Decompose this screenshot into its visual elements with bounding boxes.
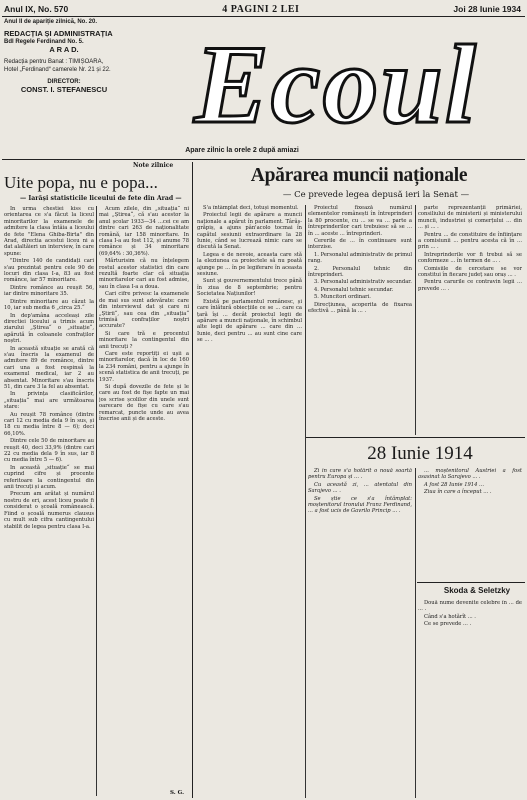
paragraph: A fost 28 Iunie 1914 ... (424, 481, 484, 488)
paragraph: "Dintre 140 de candidați cari s'au prezintat pentru cele 90 de locuri din clasa I-a, 83 au fost românce, iar 57 minoritare. (4, 258, 94, 284)
paragraph: 2. Personalul tehnic din întreprinderi. (308, 265, 412, 279)
paragraph: parte reprezentanții primăriei, consiliului de ministerii și ministerului muncii, industriei și comerțului ... din ... și ... . (418, 205, 522, 231)
paragraph: Cari cifre privesc la examenele de mai sus sunt adevărate: care din interviewul dat și care ni „Știrii“, sau cea din „situația“ trimisă confraților noștri accurate? (99, 291, 189, 330)
paragraph: Si care tră e procentul minoritare la contingentul din anii trecuți ? (99, 330, 189, 350)
director-name: CONST. I. STEFANESCU (20, 85, 108, 94)
address: Bdl Regele Ferdinand No. 5. (4, 39, 84, 45)
paragraph: Sunt și gouvernementului trece până în ziua de 8 septembrie; pentru Societatea Națiunilor! (197, 278, 302, 298)
logo-text: Ecoul (194, 26, 478, 136)
column-divider (305, 205, 306, 798)
header-info (4, 18, 124, 94)
skoda-col (418, 600, 522, 798)
paragraph: 1. Personalul administrativ de primul rang. (308, 251, 412, 265)
paragraph: ... moștenitorul Austriei a fost asasinat la Sarajevo ... . (418, 468, 522, 481)
masthead-rule (2, 159, 525, 160)
director-title: DIRECTOR: (47, 79, 81, 85)
column-divider (415, 205, 416, 435)
paragraph: Comisiile de cercetare se vor constitui în fiecare județ sau oraș ... . (418, 265, 522, 279)
paragraph: Si după dovezile de fete și le care au fost de fișe fapte un mai jos scrise școlilor din unele sunt oarecare de fișe cu care s'au remarcat, puncte unde au avea înscrise anii și de aceste. (99, 383, 189, 422)
paragraph: Direcțiunea, acoperita de fixarea efectivă ... până la ... . (308, 301, 412, 315)
paragraph: Au reușit 78 românce (dintre cari 12 cu media dela 9 în sus, și 18 cu media între 8 — 6); deci 66,10%. (4, 411, 94, 437)
paragraph: Cererile de ... în continuare sunt interzise. (308, 238, 412, 251)
paragraph: 3. Personalul administrativ secundar. (314, 279, 412, 286)
top-bar (4, 3, 521, 15)
issue-number: Anul IX, No. 570 (4, 4, 69, 14)
date-headline: 28 Iunie 1914 (367, 443, 473, 464)
paragraph: In această „situație“ se mai cuprind cifre și procente referitoare la contingentul din anii trecuți și acum. (4, 464, 94, 491)
date-col-2 (418, 468, 522, 578)
paragraph: Dintre cele 50 de minoritare au reușit 40, deci 33,9% (dintre cari 22 cu media dela 9 în sus, iar 8 cu media între 5 — 6). (4, 438, 94, 464)
redaction-label: REDACȚIA ȘI ADMINISTRAȚIA (4, 29, 113, 38)
paragraph: Ce se prevede ... . (424, 621, 472, 628)
pages-price: 4 PAGINI 2 LEI (222, 3, 300, 15)
column-divider (96, 206, 97, 796)
note-kicker: Note zilnice (133, 162, 174, 169)
paragraph: Legea e de nevoie, aceasta care stă la eleziunea ca proiectele să nu poată ajunge pe ... în pe legiferare în aceasta sesiune. (197, 251, 302, 278)
paragraph: Pentru ... de constituire de înființare a comisiunii ... pentru acesta că în ... prin ... . (418, 231, 522, 251)
paragraph: Dintre minoritare au căzut la 10, iar sub media 6 „circa 25.“ (4, 298, 94, 312)
newspaper-logo (150, 26, 522, 136)
left-subtitle: — Iarăși statisticile liceului de fete din Arad — (20, 195, 182, 202)
paragraph: In urma chestiei kiss cu orientarea ce s'a făcut la liceul minoritarilor la examenele de admitere la clasa întâia a liceului de fete "Elena Ghiba-Birta" din Arad, directia acestui liceu ni a dat alaltăieri un interview, în care spune: (4, 206, 94, 257)
banat-office: Redacția pentru Banat : TIMIȘOARA, (4, 59, 104, 65)
paragraph: Precum am arătat și numărul nostru de eri, acest liceu poate fi considerat o școală românească. Fiind o școală numerus clausus cu mult sub cifra cantingentului stabilit de legea pentru clasa I-a. (4, 491, 94, 530)
date-col-1 (308, 468, 412, 798)
right-col-3 (418, 205, 522, 435)
paragraph: Proiectul fixează numărul elementelor românești în întreprinderi la 80 procente, cu ... se va ... parte a întreprinderilor cari trebuiesc să se ... în ... aceste ... întreprinderi. (308, 205, 412, 237)
left-col-1 (4, 206, 94, 796)
date-article-rule (306, 437, 525, 438)
paragraph: In dep'amâna acceleași zile directiei liceului a trimis acum ziarului „Știrea“ o „situație“, apărută în coloanele confraților noștri. (4, 312, 94, 345)
paragraph: Cu această zi, ... atentatul din Sarajevo ... . (308, 481, 412, 495)
paragraph: Care este reportiți ei ușii a minoritarelor, dacă în loc de 160 la 234 români, pentru a ajunge în scenă statistica de anii trecuți, pe 1937. (99, 350, 189, 383)
year-line-2: Anul II de apariție zilnică, No. 20. (4, 19, 98, 25)
skoda-rule (417, 582, 525, 583)
top-rule (2, 16, 525, 17)
city: A R A D. (49, 45, 79, 54)
left-signature: S. G. (170, 790, 185, 796)
paragraph: Mărturisim că nu înțelegem rostul acestor statistici din care rezultă foarte clar că situația minoritarelor cari au fost admise, sau în clasa I-a a doua. (99, 258, 189, 290)
paragraph: Proiectul legii de apărare a muncii naționale a apărut în parlament. Târâș-grăpiș, a ajuns pân'acolo tocmai în capătul sesiunii extraordinare la 28 Iunie, când se lucrează nimic care se discută la Senat. (197, 212, 302, 251)
right-headline: Apărarea muncii naționale (250, 165, 468, 186)
column-divider (415, 468, 416, 798)
paragraph: In această situație se arată că s'au înscris la examenul de admitere 89 de românce, dintre cari una a fost respinsă la examenul medical, iar 2 au absentat. Minoritare s'au înscris 51, din care 3 la fel au absentat. (4, 345, 94, 390)
paragraph: Se știe ce s'a întâmplat: moștenitorul tronului Franz Ferdinand, ... a fost ucis de Gavrilo Princip ... . (308, 495, 412, 515)
issue-date: Joi 28 Iunie 1934 (453, 4, 521, 14)
paragraph: Acum zilele, din „situația“ ni mai „Știrea“, că s'au acestor la anul școlar 1933—34 ...cei ce am dintre cari 263 de naționalitate română, iar 158 minoritare. In clasa I-a au fost 112, și anume 78 românce și 34 minoritare (69,64% : 30,36%). (99, 206, 189, 257)
paragraph: Ziua în care a început ... . (424, 489, 492, 496)
paragraph: Pentru carurile ce contravin legii ... prevede ... . (418, 279, 522, 292)
paragraph: Intreprinderile vor fi trebui să se conformeze ... în termen de ... . (418, 251, 522, 265)
section-divider (192, 162, 193, 798)
paragraph: In privința clasificărilor, „situația“ mai are următoarea stare: (4, 391, 94, 411)
paragraph: 5. Muncitori ordinari. (314, 294, 371, 301)
left-col-2 (99, 206, 189, 791)
right-col-1 (197, 205, 302, 798)
paragraph: Când s'a hotărît ... . (424, 613, 476, 620)
skoda-headline: Skoda & Seletzky (443, 586, 511, 595)
right-subtitle: — Ce prevede legea depusă ieri la Senat — (282, 190, 470, 200)
paragraph: Zi în care s'a hotărît o nouă soartă pentru Europa și ... . (308, 468, 412, 481)
right-col-2 (308, 205, 412, 435)
left-headline: Uite popa, nu e popa... (4, 173, 158, 192)
paragraph: Există pe parlamentul românesc, și care înlătură obiecțiile ce se ... care ca țară își ... decât proiectul legii de apărare a muncii naționale, în schimbul alte legii de apărare ... care din ... Iunie, deci pentru ... au sunt cine care se ... . (197, 298, 302, 344)
paragraph: 4. Personalul tehnic secundar. (314, 286, 394, 293)
paragraph: Dintre românce au reușit 56, iar dintre minoritare 35. (4, 284, 94, 298)
slogan: Apare zilnic la orele 2 după amiazi (185, 147, 299, 154)
paragraph: S'a întâmplat deci, totuși momentul. (203, 205, 299, 211)
paragraph: Două nume devenite celebre în ... de ... . (418, 600, 522, 613)
hotel-address: Hotel „Ferdinand“ camerele Nr. 21 și 22. (4, 67, 111, 73)
